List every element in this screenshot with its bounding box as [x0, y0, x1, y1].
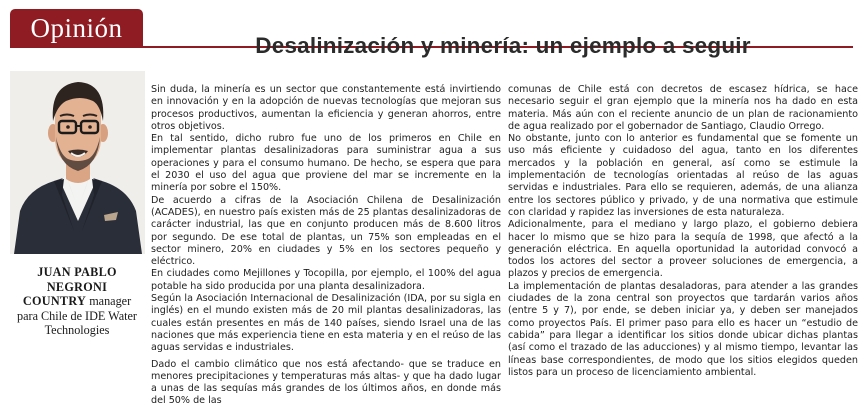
section-label: Opinión	[10, 9, 143, 47]
paragraph: En ciudades como Mejillones y Tocopilla, por ejemplo, el 100% del agua potable ha sido producida por una planta desalinizadora.	[151, 268, 501, 292]
article-column-1	[151, 84, 501, 408]
paragraph: Dado el cambio climático que nos está afectando- que se traduce en menores precipitaciones y temperaturas más altas- y que ha dado lugar a unas de las sequías más grandes de los últimos años, en donde más del 50% de las	[151, 358, 501, 407]
paragraph: Adicionalmente, para el mediano y largo plazo, el gobierno debiera hacer lo mismo que se hizo para la sequía de 1998, que afectó a la generación eléctrica. En aquella oportunidad la autoridad convocó a todos los actores del sector a proveer soluciones de emergencia, a plazos y precios de emergencia.	[508, 219, 858, 280]
paragraph: Sin duda, la minería es un sector que constantemente está invirtiendo en innovación y en la adopción de nuevas tecnologías que mejoran sus procesos productivos, aumentan la eficiencia y generan ahorros, entre otros objetivos.	[151, 84, 501, 132]
paragraph: comunas de Chile está con decretos de escasez hídrica, se hace necesario seguir el gran ejemplo que la minería nos ha dado en esta materia. Más aún con el reciente anuncio de un plan de racionamiento de agua realizado por el gobernador de Santiago, Claudio Orrego.	[508, 84, 858, 132]
paragraph: De acuerdo a cifras de la Asociación Chilena de Desalinización (ACADES), en nuestro país existen más de 25 plantas desalinizadoras de carácter industrial, las que en conjunto producen más de 8.600 litros por segundo. De ese total de plantas, un 75% son empleadas en el sector minero, 20% en ciudades y 5% en los sectores pequeño y eléctrico.	[151, 194, 501, 268]
article-column-2	[508, 84, 858, 379]
paragraph: La implementación de plantas desaladoras, para atender a las grandes ciudades de la zona central son proyectos que tardarán varios años (entre 5 y 7), por ende, se deben iniciar ya, y deben ser manejados como proyectos País. El primer paso para ello es hacer un “estudio de cabida” para llegar a identificar los sitios donde ubicar dichas plantas (así como el trazado de las aducciones) y al mismo tiempo, levantar las líneas base correspondientes, de modo que los sitios elegidos queden listos para un proceso de licenciamiento ambiental.	[508, 280, 858, 378]
author-role: para Chile de IDE Water Technologies	[17, 308, 137, 337]
paragraph: No obstante, junto con lo anterior es fundamental que se fomente un uso más eficiente y cuidadoso del agua, tanto en los diferentes mercados y la población en general, así como se estimule la implementación de tecnologías orientadas al reúso de las aguas servidas e industriales. Para ello se requieren, además, de una alianza entre los sectores público y privado, y de una normativa que estimule con claridad y rapidez las inversiones de esta naturaleza.	[508, 133, 858, 218]
author-name-line-2: NEGRONI	[46, 279, 108, 294]
paragraph: En tal sentido, dicho rubro fue uno de los primeros en Chile en implementar plantas desalinizadoras para suministrar agua a sus operaciones y para el consumo humano. De hecho, se espera que para el 2030 el uso del agua que proviene del mar se incremente en la minería por sobre el 150%.	[151, 133, 501, 194]
paragraph: Según la Asociación Internacional de Desalinización (IDA, por su sigla en inglés) en el mundo existen más de 20 mil plantas desalinizadoras, las cuales están presentes en más de 140 países, siendo Israel una de las naciones que más experiencia tiene en esta materia y en el reúso de las aguas servidas e industriales.	[151, 293, 501, 354]
author-photo	[10, 71, 145, 254]
article-headline: Desalinización y minería: un ejemplo a seguir	[255, 33, 751, 58]
author-portrait-image	[10, 71, 145, 254]
author-name-line-3: COUNTRY	[22, 294, 87, 308]
author-name-line-1: JUAN PABLO	[37, 265, 117, 279]
author-role-suffix: manager	[86, 294, 132, 308]
author-byline	[8, 265, 146, 338]
